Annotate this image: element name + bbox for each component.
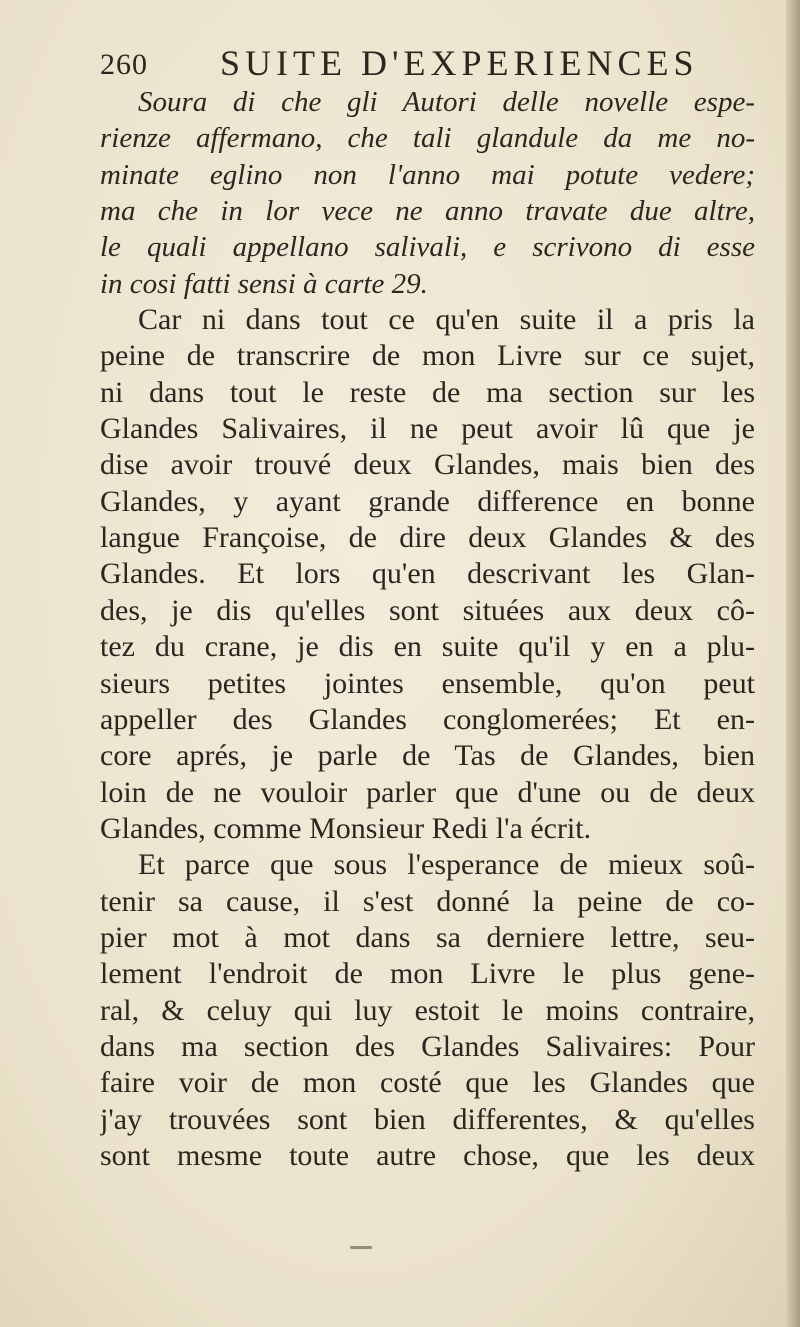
text-line: Et parce que sous l'esperance de mieux soû- xyxy=(138,848,755,882)
page-number: 260 xyxy=(100,48,148,81)
text-line: rienze affermano, che tali glandule da me no- xyxy=(100,122,755,155)
page-header xyxy=(100,42,760,86)
text-line: langue Françoise, de dire deux Glandes & des xyxy=(100,521,755,555)
text-line: dise avoir trouvé deux Glandes, mais bien des xyxy=(100,448,755,482)
running-head: SUITE D'EXPERIENCES xyxy=(220,43,699,83)
text-line: Car ni dans tout ce qu'en suite il a pris la xyxy=(138,303,755,337)
body-text xyxy=(100,84,755,1174)
text-line: des, je dis qu'elles sont situées aux deux cô- xyxy=(100,593,755,627)
text-line: ral, & celuy qui luy estoit le moins contraire, xyxy=(100,993,755,1027)
text-line: Soura di che gli Autori delle novelle espe- xyxy=(138,86,755,118)
ink-mark xyxy=(350,1246,372,1249)
text-line: tez du crane, je dis en suite qu'il y en a plu- xyxy=(100,630,755,664)
text-line: ni dans tout le reste de ma section sur les xyxy=(100,375,755,409)
text-line: peine de transcrire de mon Livre sur ce sujet, xyxy=(100,339,755,373)
text-line: sieurs petites jointes ensemble, qu'on peut xyxy=(100,666,755,700)
text-line: core aprés, je parle de Tas de Glandes, bien xyxy=(100,739,755,773)
text-line: loin de ne vouloir parler que d'une ou de deux xyxy=(100,775,755,809)
text-line: sont mesme toute autre chose, que les deux xyxy=(100,1138,755,1172)
text-line: Glandes Salivaires, il ne peut avoir lû que je xyxy=(100,412,755,446)
text-line: appeller des Glandes conglomerées; Et en- xyxy=(100,702,755,736)
text-line: Glandes, comme Monsieur Redi l'a écrit. xyxy=(100,811,592,845)
text-line: dans ma section des Glandes Salivaires: Pour xyxy=(100,1029,755,1063)
text-line: minate eglino non l'anno mai potute vedere; xyxy=(100,158,755,191)
text-line: in cosi fatti sensi à carte 29. xyxy=(100,267,428,300)
page-gutter-shadow xyxy=(786,0,800,1327)
text-line: lement l'endroit de mon Livre le plus gene- xyxy=(100,957,755,991)
text-line: le quali appellano salivali, e scrivono di esse xyxy=(100,231,755,264)
text-line: ma che in lor vece ne anno travate due altre, xyxy=(100,195,755,228)
text-line: pier mot à mot dans sa derniere lettre, seu- xyxy=(100,920,755,954)
text-line: Glandes. Et lors qu'en descrivant les Glan- xyxy=(100,557,755,591)
text-line: tenir sa cause, il s'est donné la peine de co- xyxy=(100,884,755,918)
text-line: Glandes, y ayant grande difference en bonne xyxy=(100,484,755,518)
text-line: faire voir de mon costé que les Glandes que xyxy=(100,1066,755,1100)
text-line: j'ay trouvées sont bien differentes, & qu'elles xyxy=(100,1102,755,1136)
